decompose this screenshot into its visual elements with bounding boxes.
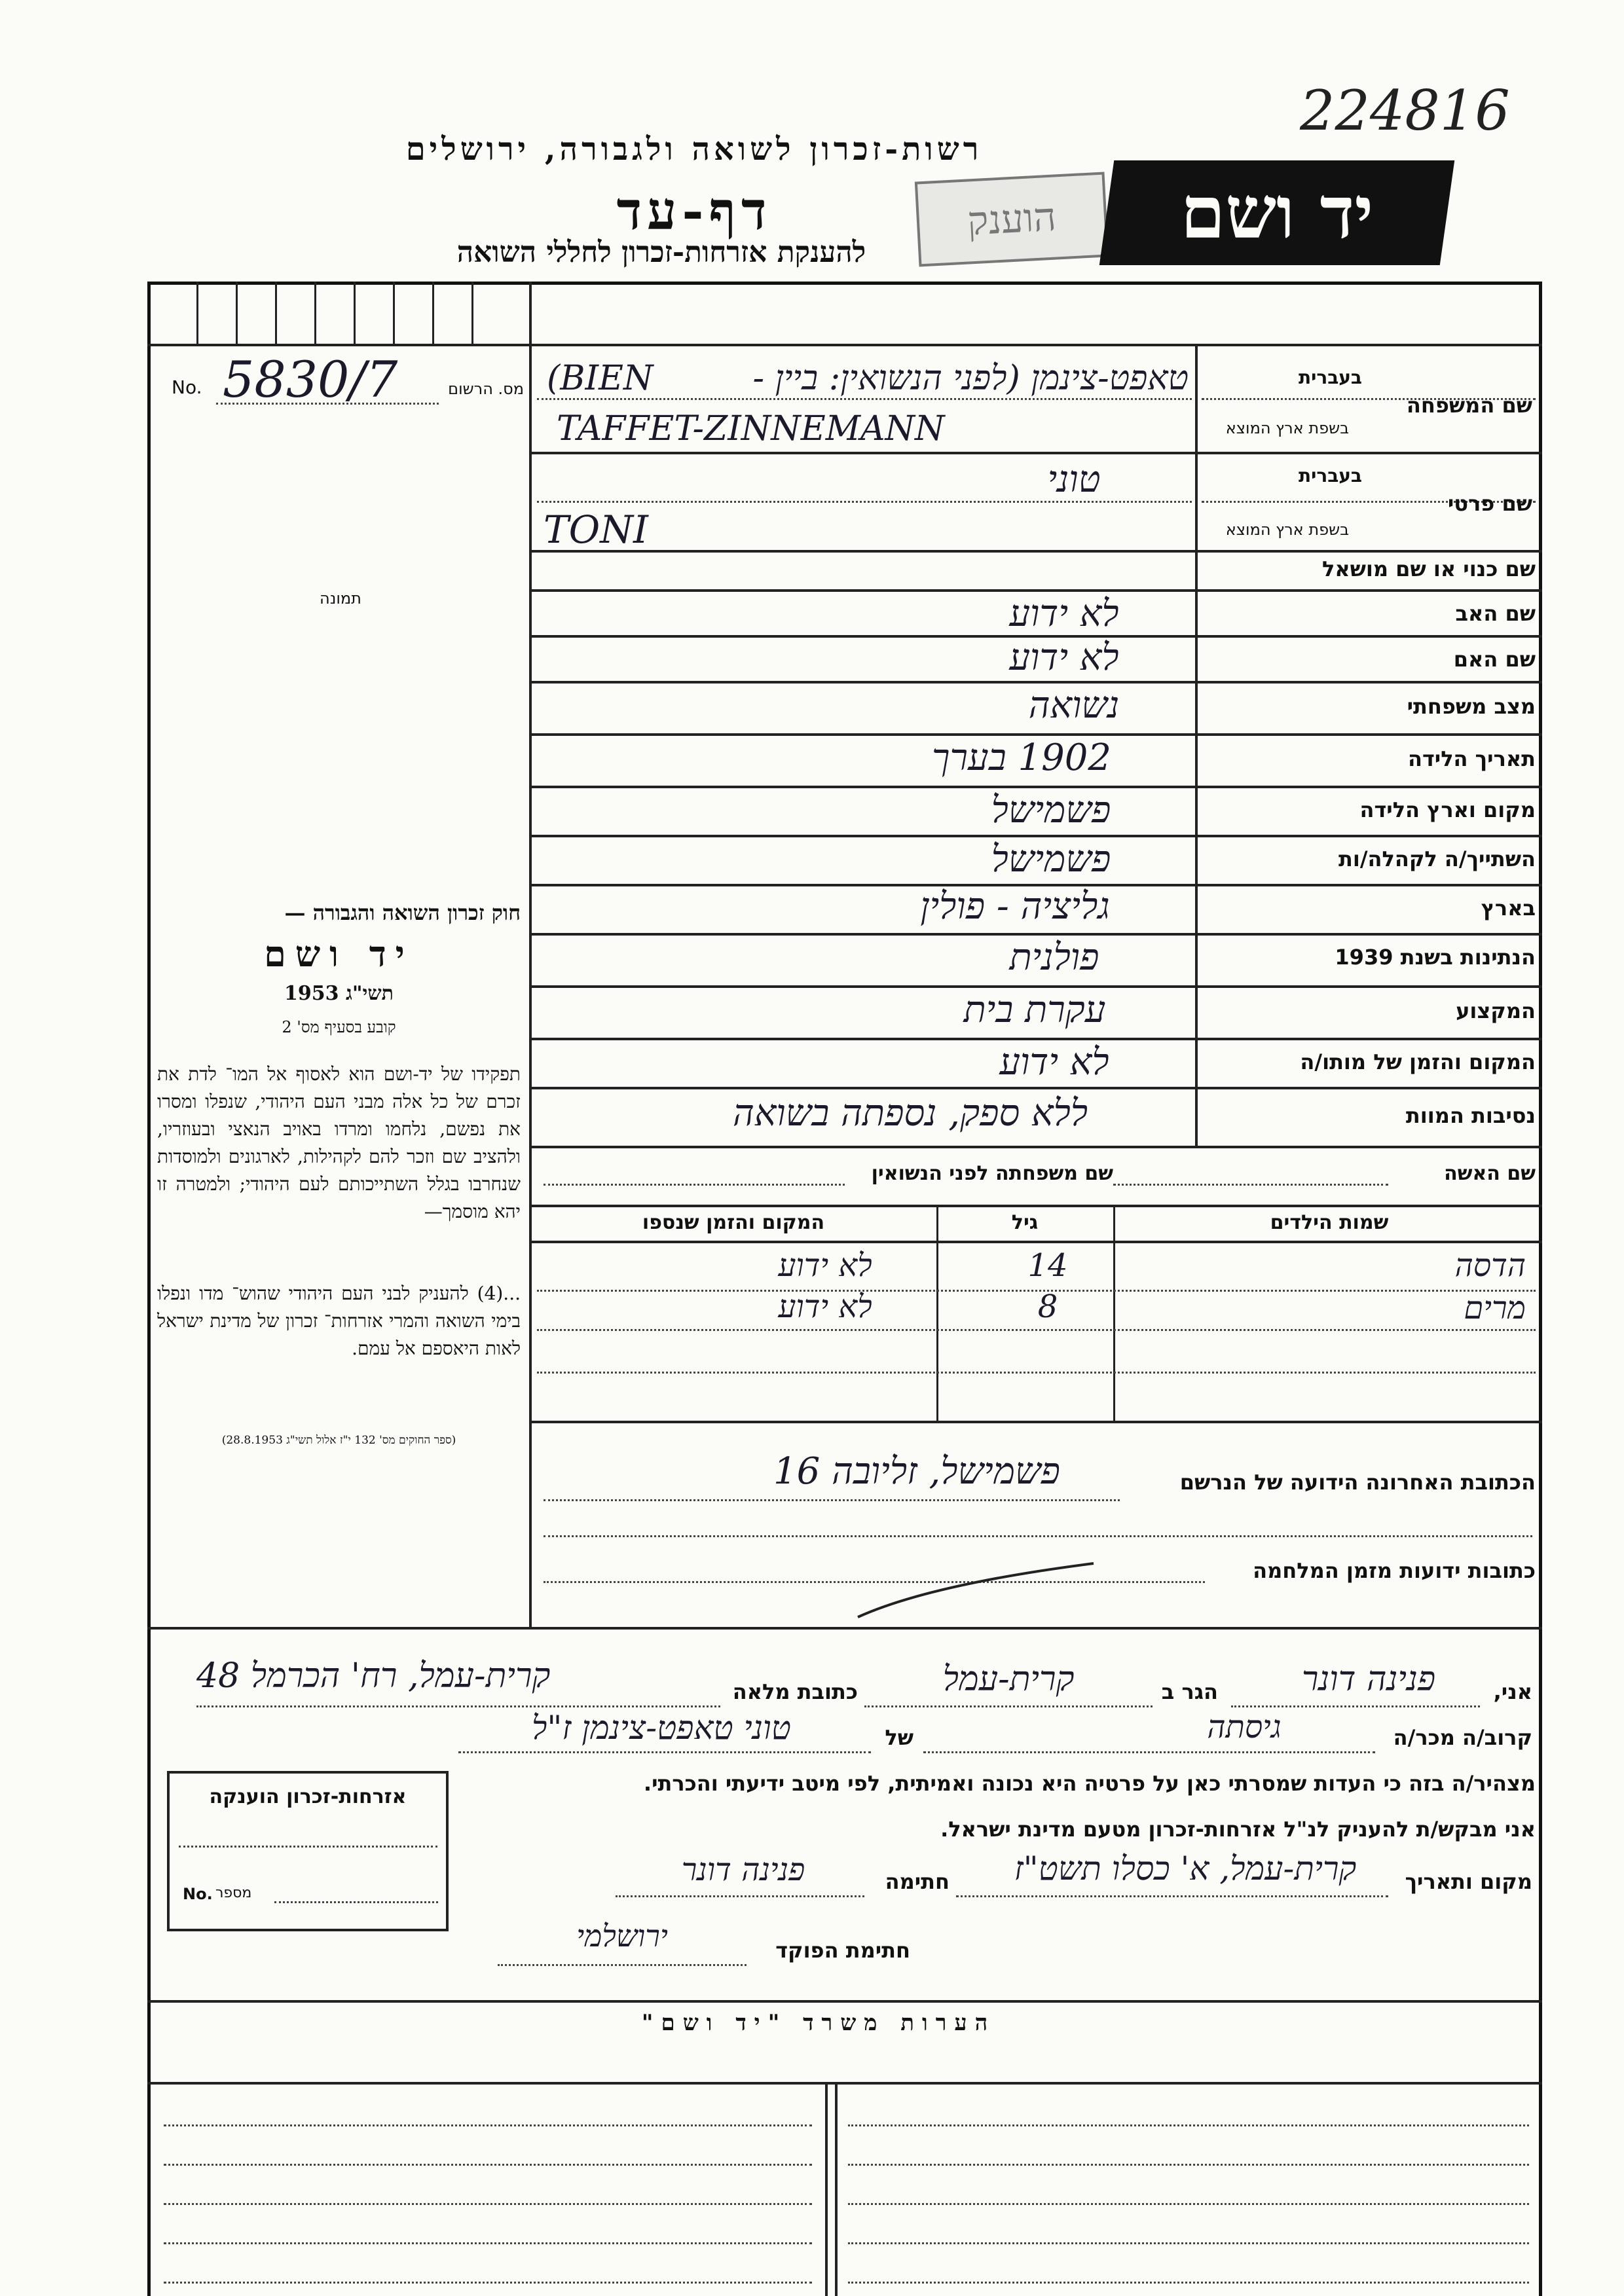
child-death-place: לא ידוע: [778, 1247, 872, 1284]
relation-label: קרוב/ה מכר/ה: [1393, 1725, 1532, 1750]
law-paragraph-1: תפקידו של יד-ושם הוא לאסוף אל המו־ לדת את זכרם של כל אלה מבני העם היהודי, שנפלו ומסרו את נפשם, נלחמו ומרדו באויב הנאצי ובעוזריו, ולהציב שם וזכר להם לקהילות, לארגונים ולמוסדות שנחרבו בגלל השתייכותם לעם היהודי; ולמטרה זו יהא מוסמך—: [157, 1063, 521, 1222]
occupation-value: עקרת בית: [963, 989, 1106, 1031]
child-name: הדסה: [1454, 1247, 1526, 1284]
community-label: השתייך/ה לקהלה/ות: [1338, 847, 1536, 871]
first-name-origin-label: בשפת ארץ המוצא: [1225, 520, 1349, 539]
war-addresses-label: כתובות ידועות מזמן המלחמה: [1253, 1558, 1536, 1583]
law-title: חוק זכרון השואה והגבורה —: [284, 900, 521, 925]
yad-vashem-logo: [1099, 160, 1454, 265]
registration-no-label: No.: [172, 376, 202, 398]
child-name: מרים: [1464, 1290, 1526, 1326]
death-place-value: לא ידוע: [999, 1041, 1109, 1084]
law-ref: קובע בסעיף מס' 2: [282, 1018, 396, 1036]
marital-status-value: נשואה: [1028, 684, 1120, 727]
witness-signature: פנינה דונר: [681, 1851, 805, 1888]
office-notes-title: הערות משרד "יד ושם": [641, 2010, 996, 2036]
family-name-hebrew-label: בעברית: [1298, 367, 1362, 388]
form-title: דף-עד: [616, 180, 772, 242]
law-name: יד ושם: [264, 933, 414, 975]
place-date-value: קרית-עמל, א' כסלו תשט"ז: [1014, 1850, 1357, 1887]
citizenship-box-no-label: No.: [183, 1885, 213, 1903]
wife-maiden-name-label: שם משפחתה לפני הנשואין: [871, 1162, 1113, 1185]
family-name-label: שם המשפחה: [1406, 393, 1532, 418]
law-source: (ספר החוקים מס' 132 י"ז אלול תשי"ג 28.8.1953): [221, 1434, 456, 1447]
photo-label: תמונה: [320, 589, 361, 608]
stamp-text: הוענק: [966, 194, 1058, 245]
citizenship-box-title: אזרחות-זכרון הוענקה: [209, 1785, 407, 1808]
citizenship-box-number-label: מספר: [215, 1885, 252, 1901]
resides-label: הגר ב: [1161, 1679, 1218, 1704]
family-name-latin: TAFFET-ZINNEMANN: [557, 409, 945, 448]
nickname-label: שם כנוי או שם מושאל: [1321, 556, 1536, 581]
wife-name-label: שם האשה: [1444, 1162, 1536, 1185]
child-age: 14: [1027, 1247, 1068, 1284]
relation-value: גיסתה: [1207, 1709, 1282, 1745]
full-address-value: קרית-עמל, רח' הכרמל 48: [196, 1656, 551, 1696]
law-paragraph-2: ...(4) להעניק לבני העם היהודי שהוש־ מדו ונפלו בימי השואה והמרי אזרחות־ זכרון של מדינת ישראל לאות היאספם אל עמם.: [157, 1283, 521, 1359]
officer-signature-label: חתימת הפוקד: [775, 1938, 910, 1963]
registration-label: מס. הרשום: [448, 380, 524, 398]
family-name-hebrew: טאפט-צינמן (לפני הנשואין: ביין -: [752, 359, 1189, 398]
family-name-origin-label: בשפת ארץ המוצא: [1225, 419, 1349, 437]
father-label: שם האב: [1455, 601, 1536, 626]
declaration-statement-1: מצהיר/ה בזה כי העדות שמסרתי כאן על פרטיה היא נכונה ואמיתית, לפי מיטב ידיעתי והכרתי.: [643, 1771, 1536, 1796]
law-year: תשי"ג 1953: [284, 982, 394, 1005]
last-address-value: פשמישל, זליובה 16: [773, 1450, 1060, 1493]
death-place-label: המקום והזמן של מותו/ה: [1300, 1049, 1536, 1074]
father-value: לא ידוע: [1009, 592, 1119, 635]
children-age-header: גיל: [1011, 1211, 1039, 1234]
of-label: של: [885, 1725, 913, 1750]
death-circumstances-value: ללא ספק, נספתה בשואה: [732, 1092, 1088, 1135]
first-name-hebrew: טוני: [1047, 458, 1101, 501]
first-name-latin: TONI: [544, 507, 648, 552]
country-label: בארץ: [1481, 896, 1536, 920]
citizenship-1939-value: פולנית: [1009, 936, 1099, 979]
place-date-label: מקום ותאריך: [1405, 1869, 1532, 1894]
strike-line: [851, 1558, 1100, 1624]
birthdate-label: תאריך הלידה: [1407, 746, 1536, 771]
form-subtitle: להענקת אזרחות-זכרון לחללי השואה: [456, 236, 866, 269]
community-value: פשמישל: [991, 838, 1111, 881]
archive-number: 224816: [1300, 79, 1510, 143]
children-place-header: המקום והזמן שנספו: [642, 1211, 825, 1234]
occupation-label: המקצוע: [1456, 998, 1536, 1023]
birthdate-value: 1902 בערך: [931, 737, 1111, 779]
family-name-latin-prefix: (BIEN: [547, 359, 654, 398]
deceased-name: טוני טאפט-צינמן ז"ל: [532, 1709, 791, 1747]
first-name-hebrew-label: בעברית: [1298, 465, 1362, 486]
citizenship-1939-label: הנתינות בשנת 1939: [1335, 945, 1536, 970]
declarant-i-label: אני,: [1493, 1679, 1532, 1704]
registration-number: 5830/7: [223, 350, 398, 409]
death-circumstances-label: נסיבות המוות: [1405, 1103, 1536, 1128]
full-address-label: כתובת מלאה: [732, 1679, 858, 1704]
officer-signature: ירושלמי: [576, 1918, 668, 1954]
authority-line: רשות-זכרון לשואה ולגבורה, ירושלים: [405, 131, 983, 168]
child-age: 8: [1037, 1288, 1058, 1325]
last-address-label: הכתובת האחרונה הידועה של הנרשם: [1179, 1470, 1536, 1495]
stamp: [915, 172, 1109, 267]
citizenship-granted-box: [167, 1771, 449, 1931]
birthplace-value: פשמישל: [991, 789, 1111, 831]
mother-value: לא ידוע: [1009, 636, 1119, 679]
declaration-statement-2: אני מבקש/ת להעניק לנ"ל אזרחות-זכרון מטעם מדינת ישראל.: [940, 1817, 1536, 1842]
birthplace-label: מקום וארץ הלידה: [1359, 797, 1536, 822]
mother-label: שם האם: [1453, 647, 1536, 672]
child-death-place: לא ידוע: [778, 1288, 872, 1325]
first-name-label: שם פרטי: [1447, 491, 1532, 516]
marital-status-label: מצב משפחתי: [1407, 694, 1536, 719]
witness-name: פנינה דונר: [1301, 1660, 1436, 1699]
children-name-header: שמות הילדים: [1270, 1211, 1389, 1234]
witness-city: קרית-עמל: [942, 1660, 1075, 1699]
logo-text: יד ושם: [1180, 170, 1374, 255]
signature-label: חתימה: [885, 1869, 950, 1894]
country-value: גליציה - פולין: [920, 885, 1110, 928]
